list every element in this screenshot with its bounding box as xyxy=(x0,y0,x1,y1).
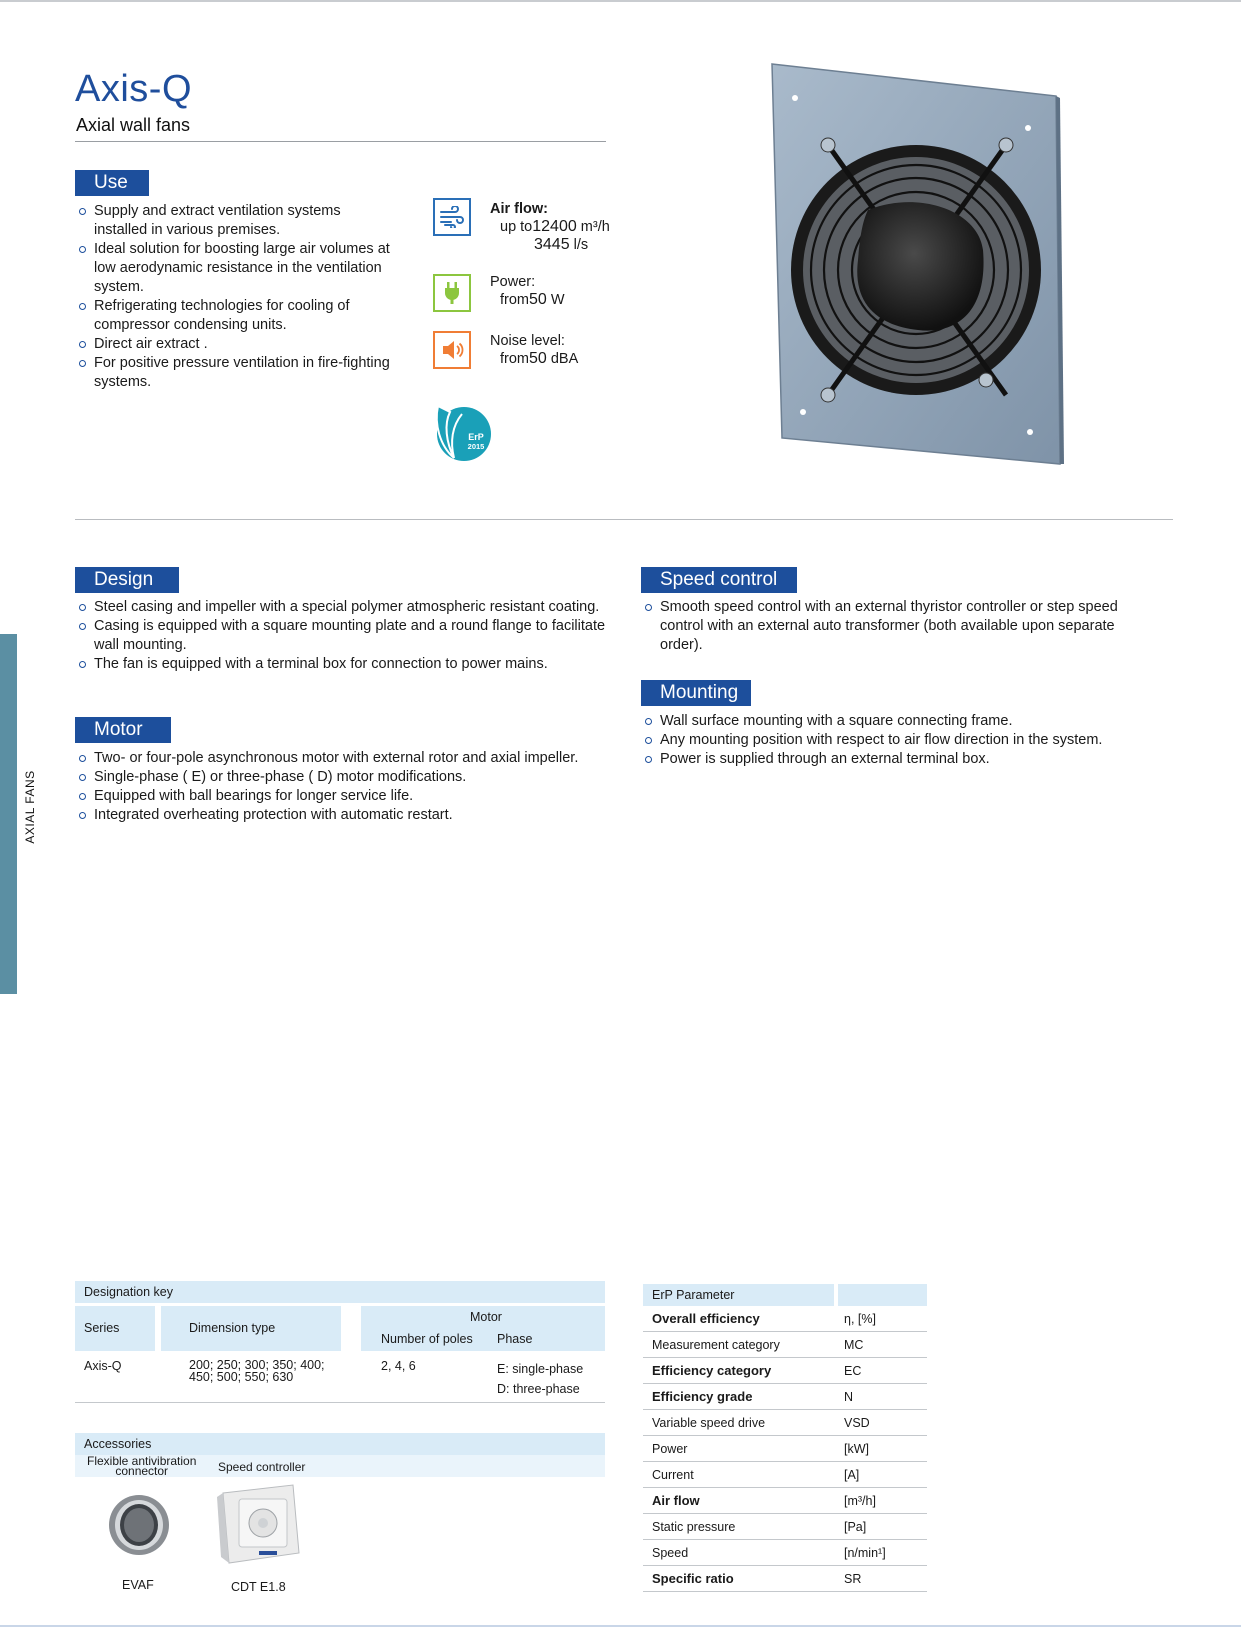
section-divider xyxy=(75,519,1173,520)
erp-param-value: N xyxy=(835,1384,927,1410)
accessory-1-label: Flexible antivibration connector xyxy=(87,1454,197,1478)
accessories-heading: Accessories xyxy=(75,1433,605,1455)
noise-spec xyxy=(433,331,471,369)
erp-param-name: Efficiency grade xyxy=(643,1384,835,1410)
power-label: Power: xyxy=(490,274,536,290)
list-item: Two- or four-pole asynchronous motor with external rotor and axial impeller. xyxy=(75,749,607,768)
col-series: Series xyxy=(84,1321,120,1335)
erp-param-name: Air flow xyxy=(643,1488,835,1514)
power-spec xyxy=(433,274,471,312)
airflow-value-ls: 3445 xyxy=(534,236,570,253)
mounting-heading: Mounting xyxy=(641,680,751,706)
list-item: Ideal solution for boosting large air volumes at low aerodynamic resistance in the ventilation system. xyxy=(75,240,393,297)
use-heading: Use xyxy=(75,170,149,196)
list-item: Casing is equipped with a square mounting plate and a round flange to facilitate wall mounting. xyxy=(75,617,607,655)
table-row xyxy=(643,1566,927,1592)
power-value: 50 xyxy=(529,291,547,308)
table-row xyxy=(643,1410,927,1436)
speed-control-heading: Speed control xyxy=(641,567,797,593)
erp-param-name: Measurement category xyxy=(643,1332,835,1358)
speed-control-section xyxy=(641,567,797,593)
erp-badge-line1: ErP xyxy=(468,432,484,442)
erp-table-heading: ErP Parameter xyxy=(643,1284,834,1306)
accessory-1-name: EVAF xyxy=(122,1578,154,1592)
side-tab-label: AXIAL FANS xyxy=(23,770,37,844)
erp-param-name: Variable speed drive xyxy=(643,1410,835,1436)
mounting-list xyxy=(641,712,1161,769)
evaf-connector-image xyxy=(107,1493,171,1557)
title-divider xyxy=(75,141,606,142)
accessory-2-name: CDT E1.8 xyxy=(231,1580,286,1594)
use-section xyxy=(75,170,149,196)
erp-param-value: MC xyxy=(835,1332,927,1358)
table-row xyxy=(643,1514,927,1540)
table-row xyxy=(643,1436,927,1462)
col-dimension-type: Dimension type xyxy=(189,1321,276,1335)
designation-key-heading: Designation key xyxy=(75,1281,605,1303)
table-row xyxy=(643,1332,927,1358)
erp-param-name: Overall efficiency xyxy=(643,1306,835,1332)
table-row xyxy=(643,1540,927,1566)
erp-parameter-table xyxy=(643,1284,927,1592)
airflow-spec xyxy=(433,198,471,236)
col-phase: Phase xyxy=(497,1332,533,1346)
erp-param-value: [n/min¹] xyxy=(835,1540,927,1566)
list-item: Refrigerating technologies for cooling of compressor condensing units. xyxy=(75,297,393,335)
erp-param-name: Speed xyxy=(643,1540,835,1566)
airflow-unit-m3h: m³/h xyxy=(580,219,610,235)
erp-table-body xyxy=(643,1306,927,1592)
airflow-icon xyxy=(433,198,471,236)
erp-param-name: Power xyxy=(643,1436,835,1462)
noise-prefix: from xyxy=(500,351,529,367)
erp-param-value: EC xyxy=(835,1358,927,1384)
noise-text xyxy=(490,332,578,368)
list-item: For positive pressure ventilation in fire-fighting systems. xyxy=(75,354,393,392)
cell-dimension: 200; 250; 300; 350; 400; 450; 500; 550; 630 xyxy=(189,1358,325,1384)
list-item: Steel casing and impeller with a special polymer atmospheric resistant coating. xyxy=(75,598,607,617)
fan-product-image xyxy=(768,60,1068,470)
power-text xyxy=(490,273,565,309)
power-prefix: from xyxy=(500,292,529,308)
plug-icon xyxy=(433,274,471,312)
design-section xyxy=(75,567,179,593)
motor-list xyxy=(75,749,607,825)
table-row xyxy=(643,1384,927,1410)
list-item: Equipped with ball bearings for longer service life. xyxy=(75,787,607,806)
airflow-text xyxy=(490,200,610,254)
erp-param-name: Current xyxy=(643,1462,835,1488)
erp-param-value: [kW] xyxy=(835,1436,927,1462)
accessory-2-label: Speed controller xyxy=(218,1460,306,1474)
erp-param-value: [m³/h] xyxy=(835,1488,927,1514)
use-list xyxy=(75,202,393,392)
table-row xyxy=(643,1306,927,1332)
accessories-table xyxy=(75,1433,605,1477)
erp-param-value: [A] xyxy=(835,1462,927,1488)
noise-label: Noise level: xyxy=(490,333,565,349)
noise-unit: dBA xyxy=(550,351,579,367)
design-heading: Design xyxy=(75,567,179,593)
erp-param-name: Specific ratio xyxy=(643,1566,835,1592)
erp-param-name: Static pressure xyxy=(643,1514,835,1540)
table-row xyxy=(643,1358,927,1384)
table-row xyxy=(643,1462,927,1488)
page-subtitle: Axial wall fans xyxy=(76,115,191,135)
erp-param-value: SR xyxy=(835,1566,927,1592)
table-row xyxy=(643,1488,927,1514)
cell-series: Axis-Q xyxy=(84,1359,122,1373)
erp-2015-badge xyxy=(432,402,494,462)
cell-poles: 2, 4, 6 xyxy=(381,1359,416,1373)
list-item: The fan is equipped with a terminal box for connection to power mains. xyxy=(75,655,607,674)
col-number-of-poles: Number of poles xyxy=(381,1332,473,1346)
power-unit: W xyxy=(550,292,565,308)
col-motor: Motor xyxy=(470,1310,502,1324)
side-tab xyxy=(0,634,17,994)
noise-value: 50 xyxy=(529,350,547,367)
airflow-value-m3h: 12400 xyxy=(532,218,577,235)
erp-param-value: [Pa] xyxy=(835,1514,927,1540)
designation-key-table xyxy=(75,1281,605,1403)
motor-section xyxy=(75,717,171,743)
speed-control-list xyxy=(641,598,1141,655)
airflow-unit-ls: l/s xyxy=(573,237,589,253)
erp-badge-line2: 2015 xyxy=(467,442,485,451)
speed-controller-image xyxy=(215,1483,303,1567)
bottom-rule xyxy=(0,1625,1241,1627)
list-item: Wall surface mounting with a square connecting frame. xyxy=(641,712,1161,731)
airflow-label: Air flow: xyxy=(490,201,548,217)
motor-heading: Motor xyxy=(75,717,171,743)
list-item: Direct air extract . xyxy=(75,335,393,354)
list-item: Smooth speed control with an external thyristor controller or step speed control with an external auto transformer (both available upon separate order). xyxy=(641,598,1141,655)
erp-param-name: Efficiency category xyxy=(643,1358,835,1384)
list-item: Single-phase ( E) or three-phase ( D) motor modifications. xyxy=(75,768,607,787)
speaker-icon xyxy=(433,331,471,369)
design-list xyxy=(75,598,607,674)
list-item: Integrated overheating protection with automatic restart. xyxy=(75,806,607,825)
mounting-section xyxy=(641,680,751,706)
erp-param-value: VSD xyxy=(835,1410,927,1436)
cell-phase: E: single-phase D: three-phase xyxy=(497,1362,584,1396)
top-rule xyxy=(0,0,1241,2)
list-item: Power is supplied through an external terminal box. xyxy=(641,750,1161,769)
page-title: Axis-Q xyxy=(75,68,192,110)
airflow-prefix: up to xyxy=(500,219,533,235)
list-item: Supply and extract ventilation systems installed in various premises. xyxy=(75,202,393,240)
erp-param-value: η, [%] xyxy=(835,1306,927,1332)
list-item: Any mounting position with respect to air flow direction in the system. xyxy=(641,731,1161,750)
